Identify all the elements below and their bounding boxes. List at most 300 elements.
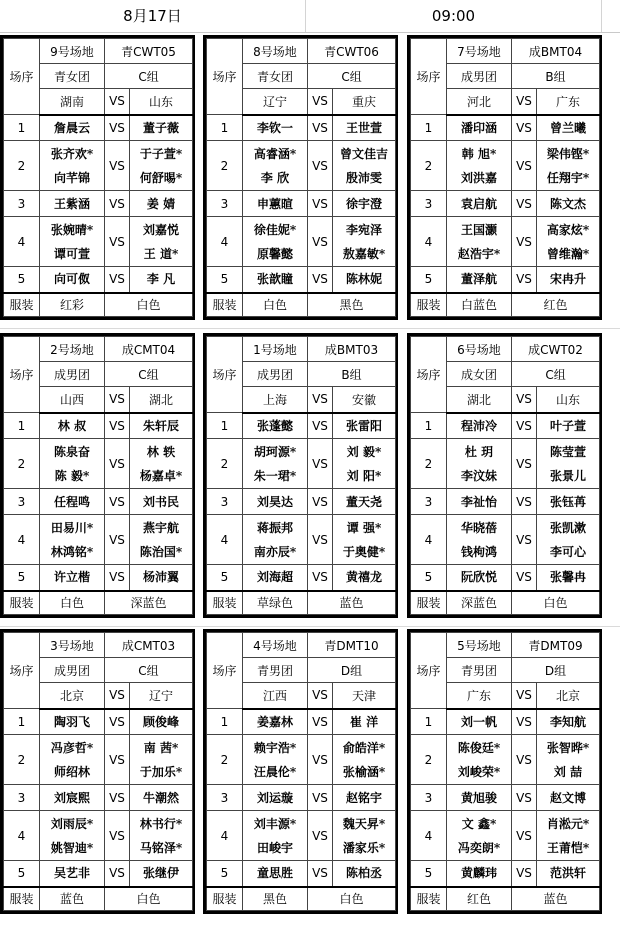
match-row [4,785,193,811]
vs-label: VS [105,735,130,785]
match-row [411,565,600,591]
player-name: 曾兰曦 [549,120,586,135]
match-row [4,709,193,735]
order-label: 场序 [207,633,243,709]
group-label: C组 [308,64,396,89]
match-number: 5 [207,267,243,293]
vs-label: VS [512,515,537,565]
date-cell: 8月17日 [123,7,182,25]
time-cell: 09:00 [431,7,476,25]
match-row [207,439,396,489]
uniform-b: 蓝色 [308,591,396,615]
match-row [4,413,193,439]
team-category: 青女团 [243,64,308,89]
player-name: 董泽航 [460,272,497,287]
player-a [447,861,512,887]
player-name: 李知航 [550,714,587,729]
match-row [411,267,600,293]
match-number: 4 [4,515,40,565]
player-name: 杜 玥 [464,444,494,459]
match-row [411,735,600,785]
player-a [447,811,512,861]
player-name: 曾文佳吉 [340,146,389,161]
team-a: 广东 [447,683,512,709]
match-row [4,191,193,217]
match-number: 3 [411,489,447,515]
uniform-label: 服装 [411,591,447,615]
player-name: 张钰苒 [550,494,587,509]
match-table [410,632,600,911]
player-name: 李祉怡 [460,494,497,509]
match-panel-9 [407,629,602,914]
match-row [207,191,396,217]
vs-label: VS [105,115,130,141]
match-number: 2 [411,141,447,191]
player-b [333,565,396,591]
order-label: 场序 [4,39,40,115]
vs-label: VS [105,861,130,887]
vs-label: VS [105,191,130,217]
uniform-a: 红彩 [40,293,105,317]
uniform-b: 深蓝色 [105,591,193,615]
venue: 4号场地 [243,633,308,658]
player-b [130,439,193,489]
group-label: C组 [105,362,193,387]
player-name: 马铭泽* [139,840,183,855]
match-row [411,191,600,217]
player-b [130,217,193,267]
venue: 5号场地 [447,633,512,658]
player-name: 陈莹萱 [550,444,587,459]
match-number: 2 [411,439,447,489]
player-name: 陈俊廷* [457,740,501,755]
grid-divider [0,328,620,329]
player-a [243,267,308,293]
player-name: 张继伊 [142,866,179,881]
player-b [537,413,600,439]
player-name: 胡珂源* [253,444,297,459]
match-row [4,811,193,861]
player-name: 崔 洋 [349,714,379,729]
match-number: 3 [411,191,447,217]
match-panel-7 [0,629,195,914]
uniform-a: 红色 [447,887,512,911]
player-a [447,565,512,591]
venue: 9号场地 [40,39,105,64]
player-a [243,565,308,591]
player-name: 顾俊峰 [142,714,179,729]
team-category: 成女团 [447,362,512,387]
player-name: 张凯漱 [550,520,587,535]
vs-label: VS [308,489,333,515]
player-name: 刘书民 [142,494,179,509]
vs-label: VS [512,89,537,115]
match-number: 2 [207,439,243,489]
match-row [207,735,396,785]
vs-label: VS [308,811,333,861]
vs-label: VS [105,515,130,565]
player-a [40,141,105,191]
match-number: 1 [411,709,447,735]
match-number: 1 [4,115,40,141]
schedule-header [0,0,620,33]
vs-label: VS [105,439,130,489]
player-b [537,217,600,267]
player-name: 俞皓洋* [342,740,386,755]
player-name: 陈 毅* [54,468,90,483]
player-b [537,861,600,887]
player-name: 林 叔 [57,418,87,433]
player-a [243,115,308,141]
event-code: 青CWT06 [308,39,396,64]
player-name: 徐宇澄 [346,196,383,211]
vs-label: VS [308,191,333,217]
player-name: 蒋振邦 [256,520,293,535]
uniform-b: 白色 [105,887,193,911]
player-a [447,709,512,735]
match-table [3,38,193,317]
player-name: 刘 喆 [553,764,583,779]
match-row [4,861,193,887]
player-b [130,565,193,591]
player-name: 詹晨云 [53,120,90,135]
player-name: 林书行* [139,816,183,831]
event-code: 成BMT04 [512,39,600,64]
match-number: 3 [207,785,243,811]
vs-label: VS [512,413,537,439]
match-row [411,413,600,439]
match-row [4,217,193,267]
player-name: 张景儿 [550,468,587,483]
match-number: 4 [411,217,447,267]
order-label: 场序 [207,337,243,413]
player-b [333,811,396,861]
player-name: 燕宇航 [142,520,179,535]
team-a: 上海 [243,387,308,413]
player-name: 吴艺非 [53,866,90,881]
match-number: 3 [4,489,40,515]
player-name: 于加乐* [139,764,183,779]
uniform-label: 服装 [207,293,243,317]
team-b: 山东 [130,89,193,115]
player-b [333,115,396,141]
player-name: 原馨懿 [256,246,293,261]
player-name: 刘运璇 [256,790,293,805]
vs-label: VS [512,785,537,811]
player-b [537,515,600,565]
player-name: 于子萱* [139,146,183,161]
player-a [40,217,105,267]
player-name: 李钦一 [256,120,293,135]
player-name: 钱枸鸿 [460,544,497,559]
vs-label: VS [512,115,537,141]
team-category: 青男团 [447,658,512,683]
match-row [4,439,193,489]
player-name: 童思胜 [256,866,293,881]
player-name: 梁伟铿* [546,146,590,161]
vs-label: VS [105,141,130,191]
vs-label: VS [308,89,333,115]
match-number: 4 [4,811,40,861]
uniform-b: 黑色 [308,293,396,317]
match-row [411,785,600,811]
player-b [130,735,193,785]
team-a: 山西 [40,387,105,413]
player-name: 王莆恺* [546,840,590,855]
player-name: 向芊锦 [53,170,90,185]
player-name: 张齐欢* [50,146,94,161]
player-b [130,785,193,811]
player-name: 刘昊达 [256,494,293,509]
team-category: 成男团 [40,362,105,387]
match-row [411,141,600,191]
team-category: 成男团 [40,658,105,683]
match-row [207,115,396,141]
uniform-b: 红色 [512,293,600,317]
match-number: 1 [207,709,243,735]
player-a [40,709,105,735]
player-name: 姜嘉林 [256,714,293,729]
player-a [447,515,512,565]
match-row [207,489,396,515]
match-row [4,489,193,515]
group-label: C组 [105,64,193,89]
player-a [243,489,308,515]
vs-label: VS [308,413,333,439]
player-name: 谭 强* [346,520,382,535]
match-number: 5 [207,861,243,887]
uniform-label: 服装 [207,591,243,615]
player-name: 程沛冷 [460,418,497,433]
player-b [130,191,193,217]
vs-label: VS [308,565,333,591]
player-name: 田易川* [50,520,94,535]
team-a: 河北 [447,89,512,115]
player-name: 叶子萱 [550,418,587,433]
match-row [4,141,193,191]
vs-label: VS [308,439,333,489]
player-name: 刘洪嘉 [460,170,497,185]
match-panel-2 [203,35,398,320]
player-name: 董天尧 [345,494,382,509]
player-name: 何舒晹* [139,170,183,185]
player-a [447,413,512,439]
team-category: 青女团 [40,64,105,89]
match-number: 5 [207,565,243,591]
event-code: 成CMT04 [105,337,193,362]
player-b [333,861,396,887]
match-row [411,115,600,141]
vs-label: VS [512,683,537,709]
player-name: 赵铭宇 [346,790,383,805]
player-name: 王世萱 [346,120,383,135]
player-name: 李 欣 [260,170,290,185]
match-row [4,515,193,565]
player-a [447,489,512,515]
vs-label: VS [512,489,537,515]
uniform-label: 服装 [4,887,40,911]
team-a: 湖北 [447,387,512,413]
match-row [411,709,600,735]
grid-divider [0,626,620,627]
player-name: 李汶妹 [460,468,497,483]
player-b [333,217,396,267]
uniform-a: 蓝色 [40,887,105,911]
player-name: 田峻宇 [256,840,293,855]
player-b [537,439,600,489]
player-name: 申蕙暄 [256,196,293,211]
vs-label: VS [308,515,333,565]
match-row [411,861,600,887]
player-a [447,217,512,267]
player-name: 潘印涵 [460,120,497,135]
match-number: 4 [207,515,243,565]
grid-divider [601,0,602,32]
player-b [537,811,600,861]
player-name: 王紫涵 [53,196,90,211]
player-name: 文 鑫* [461,816,497,831]
match-number: 3 [4,785,40,811]
player-a [447,115,512,141]
player-name: 南 茜* [143,740,179,755]
uniform-a: 白色 [40,591,105,615]
player-b [333,785,396,811]
player-name: 肖淞元* [546,816,590,831]
match-row [207,217,396,267]
match-number: 2 [4,439,40,489]
player-b [130,489,193,515]
match-number: 5 [4,861,40,887]
player-name: 黄禧龙 [345,570,382,585]
match-table [410,336,600,615]
uniform-label: 服装 [411,293,447,317]
match-number: 1 [4,413,40,439]
venue: 1号场地 [243,337,308,362]
match-number: 2 [4,735,40,785]
vs-label: VS [105,89,130,115]
match-row [4,115,193,141]
player-name: 张婉晴* [50,222,94,237]
venue: 3号场地 [40,633,105,658]
uniform-label: 服装 [4,591,40,615]
player-name: 王国灏 [460,222,497,237]
player-b [537,191,600,217]
team-b: 安徽 [333,387,396,413]
match-number: 3 [411,785,447,811]
vs-label: VS [105,267,130,293]
event-code: 成BMT03 [308,337,396,362]
player-name: 王 道* [143,246,179,261]
player-b [333,439,396,489]
player-name: 陈柏丞 [346,866,383,881]
player-a [243,861,308,887]
player-name: 华晓蓓 [460,520,497,535]
venue: 6号场地 [447,337,512,362]
match-number: 1 [207,115,243,141]
uniform-b: 白色 [308,887,396,911]
player-b [333,515,396,565]
event-code: 成CWT02 [512,337,600,362]
player-name: 赵浩宇* [457,246,501,261]
event-code: 青CWT05 [105,39,193,64]
vs-label: VS [105,489,130,515]
vs-label: VS [512,267,537,293]
team-category: 成男团 [243,362,308,387]
event-code: 青DMT10 [308,633,396,658]
vs-label: VS [105,785,130,811]
player-b [333,267,396,293]
player-b [130,811,193,861]
uniform-a: 白蓝色 [447,293,512,317]
player-name: 杨嘉卓* [139,468,183,483]
player-b [537,709,600,735]
player-a [243,191,308,217]
player-a [447,785,512,811]
match-number: 5 [4,267,40,293]
vs-label: VS [105,387,130,413]
match-row [207,811,396,861]
player-name: 张榆涵* [342,764,386,779]
team-a: 湖南 [40,89,105,115]
match-panel-3 [407,35,602,320]
team-a: 江西 [243,683,308,709]
player-name: 张雷阳 [345,418,382,433]
match-row [207,785,396,811]
player-b [130,267,193,293]
player-a [447,439,512,489]
player-name: 刘海超 [256,570,293,585]
player-b [130,141,193,191]
player-name: 袁启航 [460,196,497,211]
event-code: 成CMT03 [105,633,193,658]
player-b [333,489,396,515]
player-name: 冯彦哲* [50,740,94,755]
player-name: 向可伮 [53,272,90,287]
player-b [130,709,193,735]
venue: 2号场地 [40,337,105,362]
match-number: 1 [4,709,40,735]
match-row [207,141,396,191]
vs-label: VS [308,217,333,267]
match-number: 4 [411,515,447,565]
player-name: 韩 旭* [461,146,497,161]
vs-label: VS [308,861,333,887]
player-name: 于奥健* [342,544,386,559]
vs-label: VS [308,115,333,141]
match-table [206,336,396,615]
match-number: 1 [411,413,447,439]
player-a [447,191,512,217]
player-a [243,709,308,735]
vs-label: VS [512,861,537,887]
player-b [333,413,396,439]
match-panel-8 [203,629,398,914]
vs-label: VS [308,267,333,293]
match-number: 2 [4,141,40,191]
player-b [537,565,600,591]
player-name: 刘嘉悦 [143,222,180,237]
vs-label: VS [308,387,333,413]
match-row [207,515,396,565]
player-name: 黄旭骏 [460,790,497,805]
match-row [411,515,600,565]
player-a [243,141,308,191]
uniform-label: 服装 [207,887,243,911]
team-b: 广东 [537,89,600,115]
match-row [207,267,396,293]
order-label: 场序 [411,337,447,413]
player-a [40,489,105,515]
